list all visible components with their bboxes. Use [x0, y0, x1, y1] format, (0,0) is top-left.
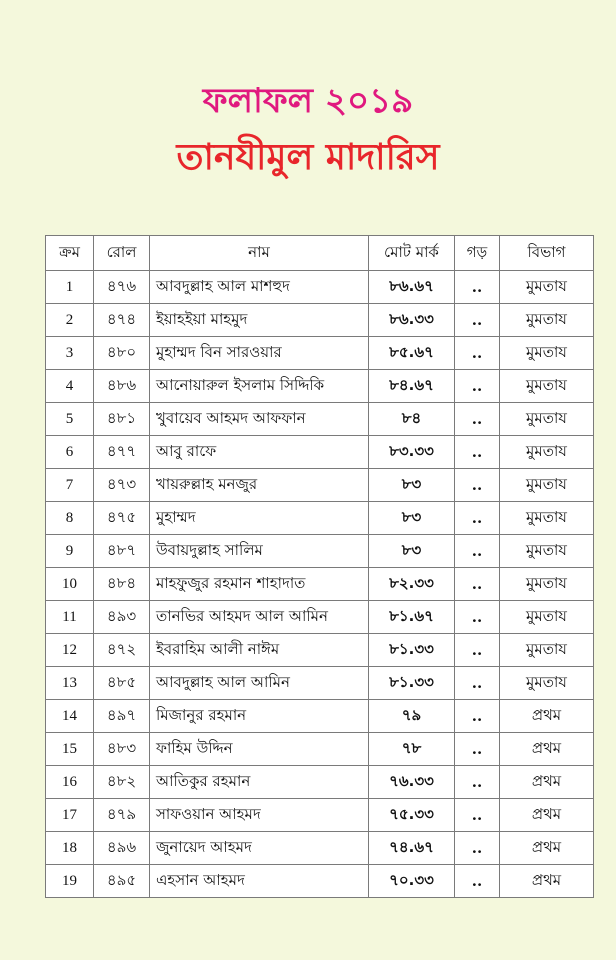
cell-roll: ৪৯৩ [94, 601, 150, 634]
table-row [46, 634, 594, 667]
cell-name: তানভির আহমদ আল আমিন [150, 601, 369, 634]
cell-serial: 10 [46, 568, 94, 601]
table-row [46, 865, 594, 898]
cell-name: আতিকুর রহমান [150, 766, 369, 799]
cell-roll: ৪৮৩ [94, 733, 150, 766]
cell-average: .. [455, 469, 500, 502]
table-row [46, 568, 594, 601]
cell-average: .. [455, 667, 500, 700]
cell-roll: ৪৮৭ [94, 535, 150, 568]
cell-division: মুমতায [500, 568, 594, 601]
header-serial: ক্রম [46, 236, 94, 271]
cell-name: ইয়াহইয়া মাহমুদ [150, 304, 369, 337]
table-row [46, 271, 594, 304]
cell-name: উবায়দুল্লাহ সালিম [150, 535, 369, 568]
cell-name: আবদুল্লাহ আল মাশহুদ [150, 271, 369, 304]
cell-total: ৮২.৩৩ [369, 568, 455, 601]
cell-roll: ৪৭৭ [94, 436, 150, 469]
cell-roll: ৪৮৬ [94, 370, 150, 403]
cell-division: প্রথম [500, 700, 594, 733]
cell-serial: 2 [46, 304, 94, 337]
cell-division: প্রথম [500, 733, 594, 766]
cell-average: .. [455, 370, 500, 403]
table-row [46, 799, 594, 832]
cell-serial: 5 [46, 403, 94, 436]
cell-average: .. [455, 865, 500, 898]
cell-total: ৮৩.৩৩ [369, 436, 455, 469]
cell-roll: ৪৭২ [94, 634, 150, 667]
cell-total: ৮৩ [369, 469, 455, 502]
cell-average: .. [455, 766, 500, 799]
cell-roll: ৪৮৫ [94, 667, 150, 700]
cell-serial: 3 [46, 337, 94, 370]
cell-serial: 17 [46, 799, 94, 832]
cell-name: আনোয়ারুল ইসলাম সিদ্দিকি [150, 370, 369, 403]
cell-division: প্রথম [500, 799, 594, 832]
cell-name: এহসান আহমদ [150, 865, 369, 898]
cell-total: ৭৪.৬৭ [369, 832, 455, 865]
table-row [46, 337, 594, 370]
cell-total: ৮৪ [369, 403, 455, 436]
table-row [46, 601, 594, 634]
cell-name: খায়রুল্লাহ মনজুর [150, 469, 369, 502]
cell-roll: ৪৭৪ [94, 304, 150, 337]
cell-roll: ৪৭৩ [94, 469, 150, 502]
cell-roll: ৪৭৫ [94, 502, 150, 535]
header-division: বিভাগ [500, 236, 594, 271]
cell-total: ৭০.৩৩ [369, 865, 455, 898]
cell-average: .. [455, 601, 500, 634]
cell-average: .. [455, 436, 500, 469]
cell-name: মুহাম্মদ [150, 502, 369, 535]
cell-division: মুমতায [500, 304, 594, 337]
cell-total: ৭৮ [369, 733, 455, 766]
cell-roll: ৪৭৯ [94, 799, 150, 832]
cell-serial: 12 [46, 634, 94, 667]
results-table [45, 235, 594, 898]
header-average: গড় [455, 236, 500, 271]
cell-roll: ৪৯৭ [94, 700, 150, 733]
cell-division: মুমতায [500, 502, 594, 535]
cell-division: মুমতায [500, 403, 594, 436]
cell-average: .. [455, 832, 500, 865]
cell-average: .. [455, 271, 500, 304]
table-row [46, 700, 594, 733]
cell-division: মুমতায [500, 667, 594, 700]
cell-serial: 6 [46, 436, 94, 469]
cell-total: ৮৬.৬৭ [369, 271, 455, 304]
cell-serial: 1 [46, 271, 94, 304]
cell-average: .. [455, 304, 500, 337]
cell-roll: ৪৭৬ [94, 271, 150, 304]
table-row [46, 502, 594, 535]
cell-total: ৮৩ [369, 535, 455, 568]
cell-total: ৮৫.৬৭ [369, 337, 455, 370]
cell-serial: 16 [46, 766, 94, 799]
cell-total: ৮১.৩৩ [369, 634, 455, 667]
table-row [46, 469, 594, 502]
cell-division: মুমতায [500, 271, 594, 304]
cell-roll: ৪৮০ [94, 337, 150, 370]
cell-name: আবু রাফে [150, 436, 369, 469]
cell-total: ৮৬.৩৩ [369, 304, 455, 337]
cell-serial: 18 [46, 832, 94, 865]
cell-name: মুহাম্মদ বিন সারওয়ার [150, 337, 369, 370]
result-title: ফলাফল ২০১৯ [202, 81, 414, 121]
cell-serial: 4 [46, 370, 94, 403]
cell-average: .. [455, 568, 500, 601]
cell-serial: 19 [46, 865, 94, 898]
cell-name: ফাহিম উদ্দিন [150, 733, 369, 766]
institution-title: তানযীমুল মাদারিস [176, 137, 440, 178]
table-row [46, 403, 594, 436]
cell-total: ৮১.৬৭ [369, 601, 455, 634]
cell-average: .. [455, 502, 500, 535]
table-row [46, 667, 594, 700]
cell-average: .. [455, 403, 500, 436]
table-row [46, 535, 594, 568]
header-name: নাম [150, 236, 369, 271]
cell-division: মুমতায [500, 337, 594, 370]
table-row [46, 436, 594, 469]
cell-name: খুবায়েব আহমদ আফফান [150, 403, 369, 436]
table-row [46, 733, 594, 766]
cell-total: ৭৫.৩৩ [369, 799, 455, 832]
header-total: মোট মার্ক [369, 236, 455, 271]
cell-division: মুমতায [500, 535, 594, 568]
cell-roll: ৪৯৬ [94, 832, 150, 865]
cell-average: .. [455, 535, 500, 568]
cell-serial: 9 [46, 535, 94, 568]
cell-average: .. [455, 337, 500, 370]
cell-average: .. [455, 700, 500, 733]
cell-name: ইবরাহিম আলী নাঈম [150, 634, 369, 667]
table-row [46, 370, 594, 403]
cell-division: প্রথম [500, 832, 594, 865]
cell-average: .. [455, 799, 500, 832]
cell-total: ৮৩ [369, 502, 455, 535]
cell-serial: 14 [46, 700, 94, 733]
cell-division: মুমতায [500, 469, 594, 502]
cell-roll: ৪৮১ [94, 403, 150, 436]
cell-division: মুমতায [500, 634, 594, 667]
results-body [46, 271, 594, 898]
cell-name: মিজানুর রহমান [150, 700, 369, 733]
cell-serial: 7 [46, 469, 94, 502]
table-row [46, 766, 594, 799]
table-row [46, 832, 594, 865]
cell-division: প্রথম [500, 766, 594, 799]
header-roll: রোল [94, 236, 150, 271]
cell-serial: 15 [46, 733, 94, 766]
cell-division: মুমতায [500, 601, 594, 634]
cell-serial: 13 [46, 667, 94, 700]
cell-serial: 11 [46, 601, 94, 634]
cell-total: ৮১.৩৩ [369, 667, 455, 700]
cell-roll: ৪৮২ [94, 766, 150, 799]
cell-name: আবদুল্লাহ আল আমিন [150, 667, 369, 700]
cell-roll: ৪৯৫ [94, 865, 150, 898]
cell-name: সাফওয়ান আহমদ [150, 799, 369, 832]
table-header-row [46, 236, 594, 271]
cell-average: .. [455, 634, 500, 667]
cell-division: মুমতায [500, 436, 594, 469]
cell-total: ৭৬.৩৩ [369, 766, 455, 799]
cell-division: মুমতায [500, 370, 594, 403]
cell-total: ৭৯ [369, 700, 455, 733]
cell-average: .. [455, 733, 500, 766]
cell-name: মাহফুজুর রহমান শাহাদাত [150, 568, 369, 601]
cell-total: ৮৪.৬৭ [369, 370, 455, 403]
cell-serial: 8 [46, 502, 94, 535]
cell-division: প্রথম [500, 865, 594, 898]
cell-name: জুনায়েদ আহমদ [150, 832, 369, 865]
cell-roll: ৪৮৪ [94, 568, 150, 601]
table-row [46, 304, 594, 337]
